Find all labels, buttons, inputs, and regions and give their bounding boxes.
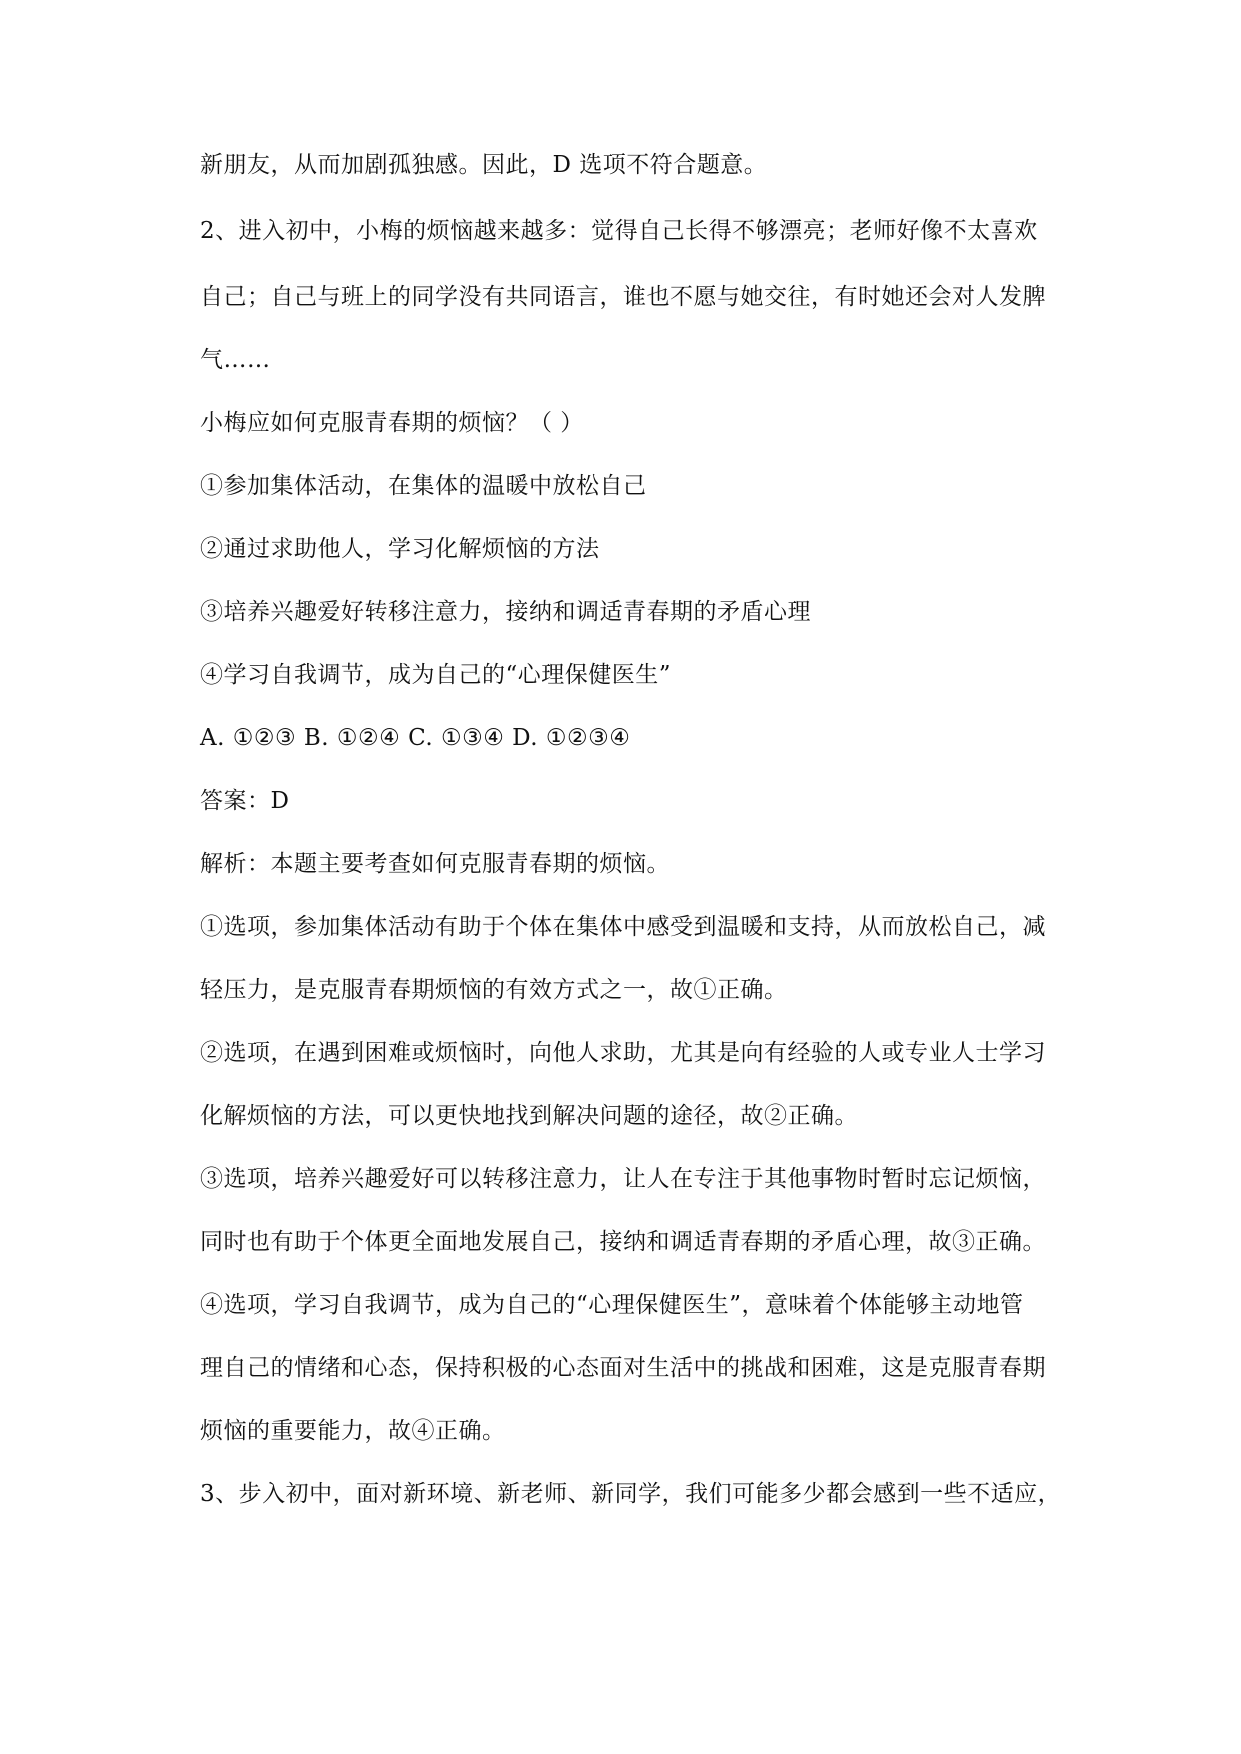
- analysis-line: 轻压力，是克服青春期烦恼的有效方式之一，故①正确。: [200, 977, 788, 1003]
- answer-options: A. ①②③ B. ①②④ C. ①③④ D. ①②③④: [200, 725, 631, 751]
- statement-3: ③培养兴趣爱好转移注意力，接纳和调适青春期的矛盾心理: [200, 599, 811, 625]
- question-2-stem: 2、进入初中，小梅的烦恼越来越多：觉得自己长得不够漂亮；老师好像不太喜欢: [200, 218, 1038, 244]
- analysis-line: ①选项，参加集体活动有助于个体在集体中感受到温暖和支持，从而放松自己，减: [200, 914, 1046, 940]
- question-3-stem: 3、步入初中，面对新环境、新老师、新同学，我们可能多少都会感到一些不适应，: [200, 1481, 1062, 1507]
- analysis-line: 同时也有助于个体更全面地发展自己，接纳和调适青春期的矛盾心理，故③正确。: [200, 1229, 1046, 1255]
- analysis-intro: 解析：本题主要考查如何克服青春期的烦恼。: [200, 851, 670, 877]
- text-line: 新朋友，从而加剧孤独感。因此，D 选项不符合题意。: [200, 152, 768, 178]
- text-line: 气……: [200, 347, 271, 373]
- analysis-line: ③选项，培养兴趣爱好可以转移注意力，让人在专注于其他事物时暂时忘记烦恼，: [200, 1166, 1046, 1192]
- analysis-line: 理自己的情绪和心态，保持积极的心态面对生活中的挑战和困难，这是克服青春期: [200, 1355, 1046, 1381]
- analysis-line: ②选项，在遇到困难或烦恼时，向他人求助，尤其是向有经验的人或专业人士学习: [200, 1040, 1046, 1066]
- analysis-line: 化解烦恼的方法，可以更快地找到解决问题的途径，故②正确。: [200, 1103, 858, 1129]
- question-prompt: 小梅应如何克服青春期的烦恼？（ ）: [200, 410, 584, 436]
- analysis-line: ④选项，学习自我调节，成为自己的“心理保健医生”，意味着个体能够主动地管: [200, 1292, 1024, 1318]
- answer-line: 答案：D: [200, 788, 290, 814]
- text-line: 自己；自己与班上的同学没有共同语言，谁也不愿与她交往，有时她还会对人发脾: [200, 284, 1046, 310]
- analysis-line: 烦恼的重要能力，故④正确。: [200, 1418, 506, 1444]
- statement-2: ②通过求助他人，学习化解烦恼的方法: [200, 536, 600, 562]
- statement-1: ①参加集体活动，在集体的温暖中放松自己: [200, 473, 647, 499]
- statement-4: ④学习自我调节，成为自己的“心理保健医生”: [200, 662, 672, 688]
